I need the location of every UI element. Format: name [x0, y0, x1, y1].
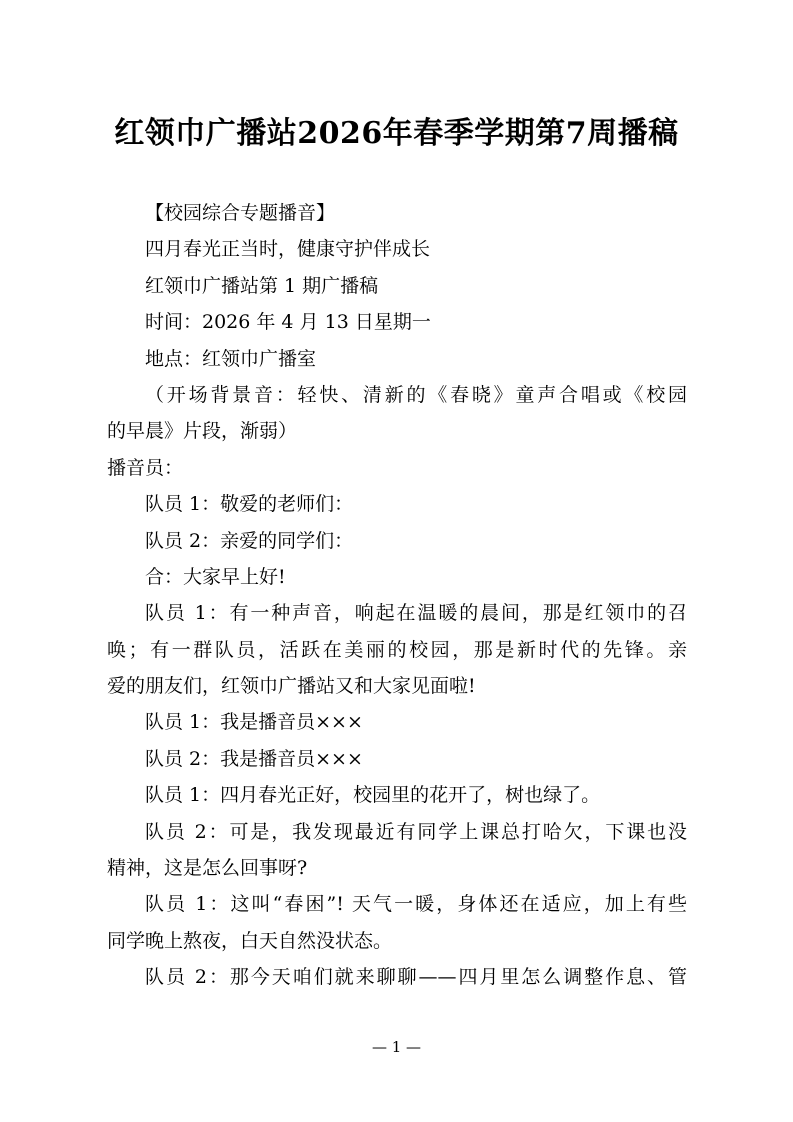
text-line: 精神，这是怎么回事呀? — [107, 857, 308, 880]
text-line: 地点：红领巾广播室 — [145, 347, 317, 370]
text-line: （开场背景音：轻快、清新的《春晓》童声合唱或《校园 — [145, 383, 687, 406]
text-line: 唤；有一群队员，活跃在美丽的校园，那是新时代的先锋。亲 — [107, 638, 687, 661]
text-line: 合：大家早上好! — [145, 565, 286, 588]
text-line: 队员 1：这叫“春困”! 天气一暖，身体还在适应，加上有些 — [145, 893, 687, 916]
text-line: 队员 2：那今天咱们就来聊聊——四月里怎么调整作息、管 — [145, 966, 687, 989]
text-line: 播音员： — [107, 456, 184, 479]
text-line: 队员 1：四月春光正好，校园里的花开了，树也绿了。 — [145, 784, 601, 807]
document-body — [107, 195, 687, 996]
page-number: — 1 — — [371, 1038, 422, 1056]
text-line: 的早晨》片段，渐弱） — [107, 420, 298, 443]
text-line: 队员 1：我是播音员××× — [145, 711, 363, 734]
text-line: 爱的朋友们，红领巾广播站又和大家见面啦! — [107, 675, 476, 698]
text-line: 时间：2026 年 4 月 13 日星期一 — [145, 311, 431, 334]
text-line: 队员 1：有一种声音，响起在温暖的晨间，那是红领巾的召 — [145, 602, 687, 625]
text-line: 【校园综合专题播音】 — [145, 202, 336, 224]
text-line: 队员 2：亲爱的同学们： — [145, 529, 354, 552]
text-line: 四月春光正当时，健康守护伴成长 — [145, 238, 431, 261]
text-line: 队员 1：敬爱的老师们： — [145, 493, 354, 516]
text-line: 红领巾广播站第 1 期广播稿 — [145, 274, 379, 297]
text-line: 同学晚上熬夜，白天自然没状态。 — [107, 929, 393, 952]
document-title: 红领巾广播站2026年春季学期第7周播稿 — [114, 116, 679, 151]
text-line: 队员 2：我是播音员××× — [145, 747, 363, 770]
text-line: 队员 2：可是，我发现最近有同学上课总打哈欠，下课也没 — [145, 820, 687, 843]
